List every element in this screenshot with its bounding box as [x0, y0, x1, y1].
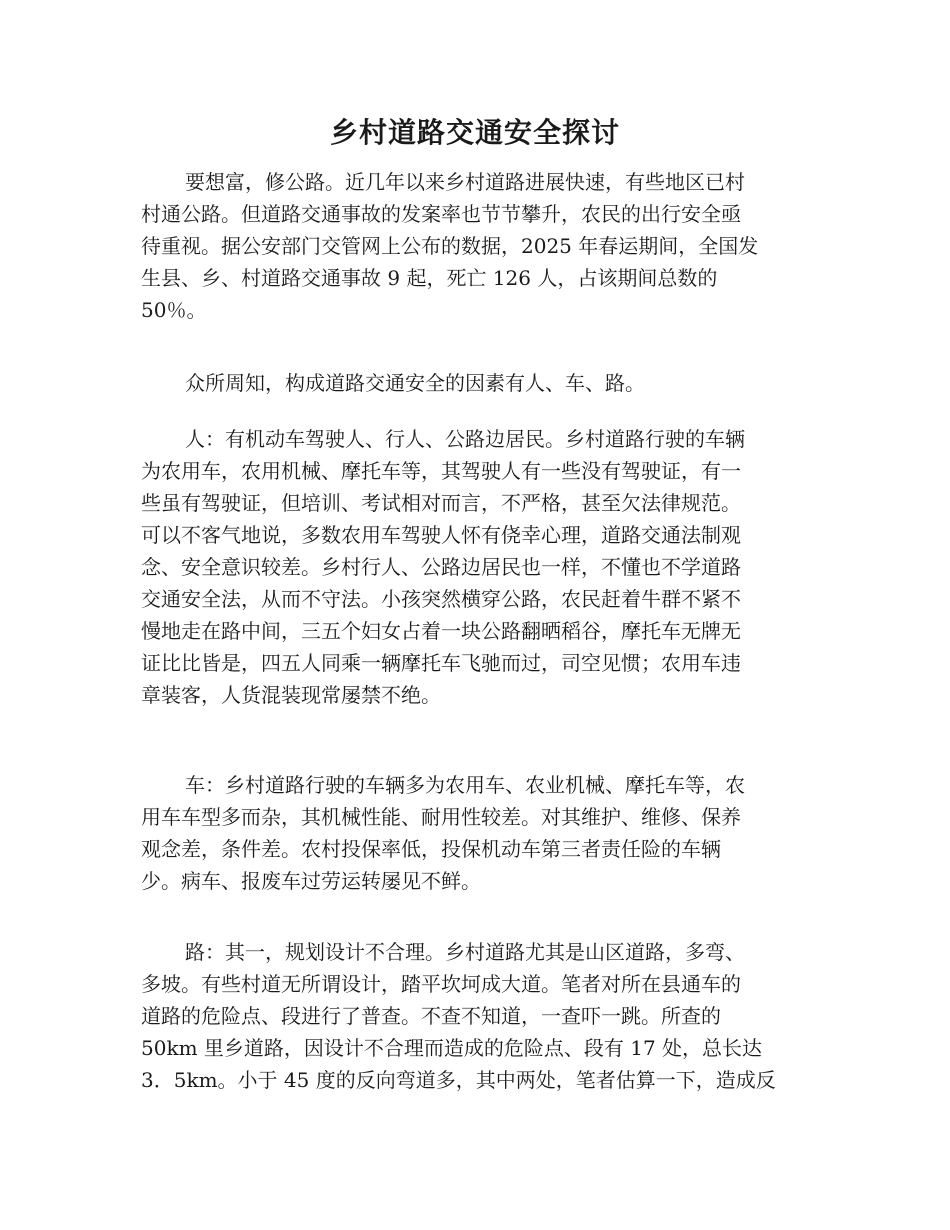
text-line: 证比比皆是，四五人同乘一辆摩托车飞驰而过，司空见惯；农用车违 [141, 651, 741, 675]
text-line: 为农用车，农用机械、摩托车等，其驾驶人有一些没有驾驶证，有一 [141, 459, 741, 483]
text-line: 要想富，修公路。近几年以来乡村道路进展快速，有些地区已村 [185, 170, 745, 194]
text-line: 人：有机动车驾驶人、行人、公路边居民。乡村道路行驶的车辆 [185, 427, 745, 451]
paragraph-people [141, 423, 801, 711]
paragraph-factors [141, 367, 801, 399]
text-line: 章装客，人货混装现常屡禁不绝。 [141, 683, 441, 707]
text-line: 些虽有驾驶证，但培训、考试相对而言，不严格，甚至欠法律规范。 [141, 491, 741, 515]
text-line: 慢地走在路中间，三五个妇女占着一块公路翻晒稻谷，摩托车无牌无 [141, 619, 741, 643]
text-line: 用车车型多而杂，其机械性能、耐用性较差。对其维护、维修、保养 [141, 805, 741, 829]
paragraph-intro [141, 166, 801, 326]
text-line: 观念差，条件差。农村投保率低，投保机动车第三者责任险的车辆 [141, 837, 721, 861]
text-line: 道路的危险点、段进行了普查。不查不知道，一查吓一跳。所查的 [141, 1004, 721, 1028]
text-line: 交通安全法，从而不守法。小孩突然横穿公路，农民赶着牛群不紧不 [141, 587, 741, 611]
text-line: 村通公路。但道路交通事故的发案率也节节攀升，农民的出行安全亟 [141, 202, 741, 226]
text-line: 众所周知，构成道路交通安全的因素有人、车、路。 [185, 371, 645, 395]
text-line: 3．5km。小于 45 度的反向弯道多，其中两处，笔者估算一下，造成反 [141, 1068, 776, 1092]
text-line: 路：其一，规划设计不合理。乡村道路尤其是山区道路，多弯、 [185, 940, 745, 964]
text-line: 多坡。有些村道无所谓设计，踏平坎坷成大道。笔者对所在县通车的 [141, 972, 741, 996]
paragraph-roads [141, 936, 801, 1096]
text-line: 少。病车、报废车过劳运转屡见不鲜。 [141, 869, 481, 893]
text-line: 生县、乡、村道路交通事故 9 起，死亡 126 人，占该期间总数的 [141, 266, 718, 290]
text-line: 念、安全意识较差。乡村行人、公路边居民也一样，不懂也不学道路 [141, 555, 741, 579]
text-line: 待重视。据公安部门交管网上公布的数据，2025 年春运期间，全国发 [141, 234, 759, 258]
text-line: 50km 里乡道路，因设计不合理而造成的危险点、段有 17 处，总长达 [141, 1036, 763, 1060]
paragraph-vehicles [141, 769, 801, 897]
document-title: 乡村道路交通安全探讨 [329, 116, 620, 149]
text-line: 车：乡村道路行驶的车辆多为农用车、农业机械、摩托车等，农 [185, 773, 745, 797]
text-line: 50％。 [141, 298, 207, 322]
text-line: 可以不客气地说，多数农用车驾驶人怀有侥幸心理，道路交通法制观 [141, 523, 741, 547]
